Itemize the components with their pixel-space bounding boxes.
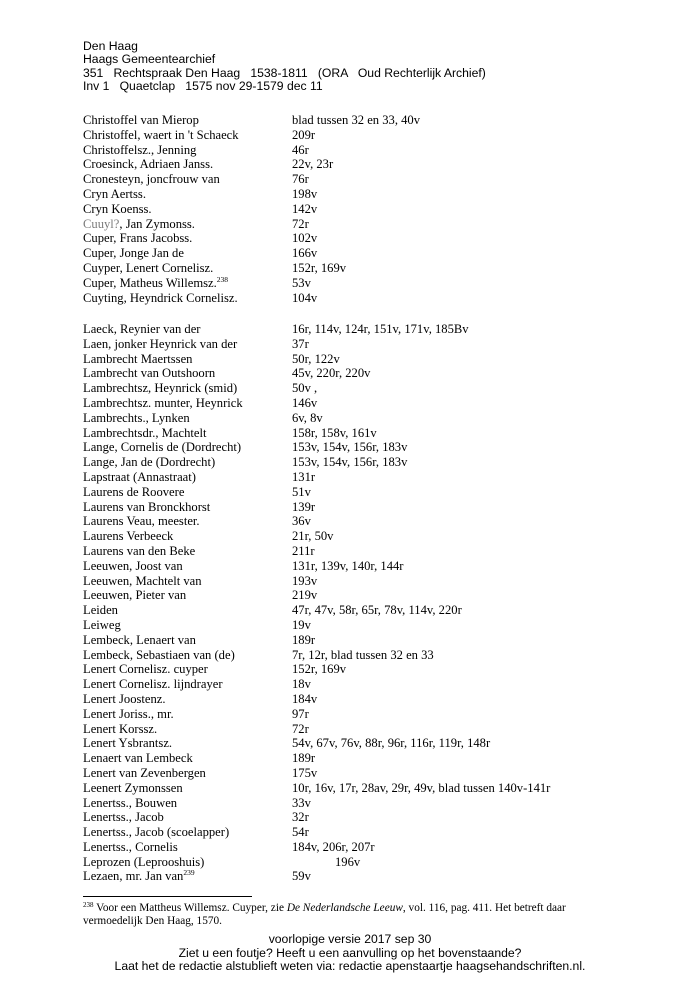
entry-folio-refs: 196v bbox=[335, 854, 361, 869]
entry-name bbox=[83, 470, 196, 485]
entry-name-text: Laurens de Roovere bbox=[83, 484, 185, 499]
entry-name bbox=[83, 187, 146, 202]
entry-name-text: Lenert Joostenz. bbox=[83, 691, 166, 706]
entry-name-text: Lambrecht Maertssen bbox=[83, 351, 193, 366]
entry-folio-refs: 189r bbox=[292, 632, 316, 647]
index-entry bbox=[83, 246, 603, 261]
entry-name bbox=[83, 381, 237, 396]
index-entry bbox=[83, 707, 603, 722]
entry-folio-refs: 139r bbox=[292, 499, 316, 514]
entry-name bbox=[83, 707, 174, 722]
entry-name-text: Lenert Cornelisz. lijndrayer bbox=[83, 677, 223, 692]
entry-name bbox=[83, 588, 186, 603]
index-entry bbox=[83, 113, 603, 128]
entry-folio-refs: 131r, 139v, 140r, 144r bbox=[292, 558, 404, 573]
entry-name bbox=[83, 217, 195, 232]
uncertain-reading: Cuuyl? bbox=[83, 216, 120, 231]
index-entry bbox=[83, 470, 603, 485]
entry-name-text: Lembeck, Lenaert van bbox=[83, 632, 196, 647]
entry-folio-refs: 153v, 154v, 156r, 183v bbox=[292, 455, 408, 470]
entry-folio-refs: 54r bbox=[292, 825, 309, 840]
index-entry bbox=[83, 648, 603, 663]
entry-name bbox=[83, 825, 229, 840]
entry-folio-refs: 19v bbox=[292, 617, 311, 632]
footnote-divider bbox=[83, 896, 252, 897]
index-entry bbox=[83, 544, 603, 559]
entry-folio-refs: 54v, 67v, 76v, 88r, 96r, 116r, 119r, 148r bbox=[292, 736, 491, 751]
index-entry bbox=[83, 574, 603, 589]
entry-name bbox=[83, 529, 173, 544]
entry-name bbox=[83, 796, 177, 811]
entry-folio-refs: 198v bbox=[292, 186, 318, 201]
index-entry bbox=[83, 514, 603, 529]
entry-name-text: Laurens van Bronckhorst bbox=[83, 499, 211, 514]
entry-folio-refs: 152r, 169v bbox=[292, 662, 347, 677]
entry-name-text: Cryn Koenss. bbox=[83, 201, 152, 216]
page-footer bbox=[0, 933, 700, 974]
index-entry bbox=[83, 751, 603, 766]
index-entry bbox=[83, 366, 603, 381]
index-entry bbox=[83, 588, 603, 603]
entry-name-text: Lambrecht van Outshoorn bbox=[83, 366, 216, 381]
header-archive: Haags Gemeentearchief bbox=[83, 52, 216, 67]
index-entry bbox=[83, 231, 603, 246]
entry-name bbox=[83, 202, 152, 217]
entry-folio-refs: 209r bbox=[292, 127, 316, 142]
footnote-text-after: , vol. 116, pag. 411. Het betreft daar vermoedelijk Den Haag, 1570. bbox=[83, 902, 566, 928]
index-entry bbox=[83, 692, 603, 707]
entry-folio-refs: 16r, 114v, 124r, 151v, 171v, 185Bv bbox=[292, 322, 469, 336]
entry-name bbox=[83, 322, 200, 337]
entry-name-text: Lenert Joriss., mr. bbox=[83, 706, 174, 721]
entry-name bbox=[83, 766, 206, 781]
entry-name bbox=[83, 352, 192, 367]
entry-folio-refs: 184v bbox=[292, 691, 318, 706]
entry-folio-refs: 46r bbox=[292, 142, 309, 157]
entry-folio-refs: 152r, 169v bbox=[292, 260, 347, 275]
entry-name-text: Christoffel van Mierop bbox=[83, 113, 199, 127]
index-entry bbox=[83, 485, 603, 500]
entry-name bbox=[83, 231, 192, 246]
entry-folio-refs: 189r bbox=[292, 751, 316, 766]
index-entry bbox=[83, 261, 603, 276]
entry-name-text: Cuper, Matheus Willemsz. bbox=[83, 275, 217, 290]
footer-version: voorlopige versie 2017 sep 30 bbox=[268, 932, 432, 946]
entry-name bbox=[83, 426, 206, 441]
index-entry bbox=[83, 633, 603, 648]
index-entry bbox=[83, 825, 603, 840]
entry-name bbox=[83, 337, 237, 352]
footer-question: Ziet u een foutje? Heeft u een aanvulling op het bovenstaande? bbox=[178, 945, 522, 960]
header-inventory: Inv 1 Quaetclap 1575 nov 29-1579 dec 11 bbox=[83, 79, 323, 94]
document-header bbox=[83, 40, 486, 94]
entry-name-text: Lenert Ysbrantsz. bbox=[83, 736, 173, 751]
index-entry bbox=[83, 202, 603, 217]
index-entry bbox=[83, 781, 603, 796]
entry-folio-refs: 53v bbox=[292, 275, 311, 290]
entry-name bbox=[83, 113, 199, 128]
entry-name-text: Leiden bbox=[83, 603, 118, 618]
index-entry bbox=[83, 337, 603, 352]
index-entry bbox=[83, 291, 603, 306]
index-entry bbox=[83, 143, 603, 158]
entry-name bbox=[83, 781, 183, 796]
index-section-l bbox=[83, 322, 603, 884]
entry-name bbox=[83, 276, 228, 291]
footnote-reference: 239 bbox=[183, 868, 195, 878]
index-entry bbox=[83, 869, 603, 884]
index-entry bbox=[83, 810, 603, 825]
entry-folio-refs: 47r, 47v, 58r, 65r, 78v, 114v, 220r bbox=[292, 603, 462, 618]
entry-name-text: Lenertss., Bouwen bbox=[83, 795, 178, 810]
entry-name bbox=[83, 618, 121, 633]
entry-name-text: Laurens van den Beke bbox=[83, 543, 196, 558]
index-entry bbox=[83, 322, 603, 337]
index-entry bbox=[83, 455, 603, 470]
entry-name bbox=[83, 440, 241, 455]
entry-folio-refs: 146v bbox=[292, 395, 318, 410]
entry-name bbox=[83, 396, 243, 411]
entry-name-text: Lenertss., Cornelis bbox=[83, 839, 178, 854]
footnote-title: De Nederlandsche Leeuw bbox=[286, 902, 403, 914]
entry-name-text: Lapstraat (Annastraat) bbox=[83, 469, 196, 484]
index-entry bbox=[83, 559, 603, 574]
index-entry bbox=[83, 276, 603, 291]
entry-name bbox=[83, 692, 166, 707]
entry-folio-refs: 175v bbox=[292, 765, 318, 780]
entry-name bbox=[83, 559, 183, 574]
index-entry bbox=[83, 187, 603, 202]
entry-name-text: Leeuwen, Machtelt van bbox=[83, 573, 202, 588]
index-entry bbox=[83, 766, 603, 781]
entry-name bbox=[83, 722, 157, 737]
entry-name bbox=[83, 810, 164, 825]
entry-folio-refs: 166v bbox=[292, 246, 318, 261]
index-entry bbox=[83, 840, 603, 855]
entry-name bbox=[83, 291, 238, 306]
entry-name bbox=[83, 500, 210, 515]
entry-folio-refs: 51v bbox=[292, 484, 311, 499]
entry-name bbox=[83, 485, 184, 500]
entry-folio-refs: 22v, 23r bbox=[292, 157, 334, 172]
entry-name bbox=[83, 514, 200, 529]
index-entry bbox=[83, 855, 603, 870]
entry-name-text: Leenert Zymonssen bbox=[83, 780, 183, 795]
entry-folio-refs: blad tussen 32 en 33, 40v bbox=[292, 113, 421, 127]
index-entry bbox=[83, 172, 603, 187]
index-entry bbox=[83, 352, 603, 367]
entry-name-text: Lenert Korssz. bbox=[83, 721, 158, 736]
entry-folio-refs: 7r, 12r, blad tussen 32 en 33 bbox=[292, 647, 434, 662]
entry-name-text: Lambrechtsz. munter, Heynrick bbox=[83, 395, 243, 410]
entry-name-text: Laen, jonker Heynrick van der bbox=[83, 336, 238, 351]
entry-name bbox=[83, 662, 208, 677]
entry-name bbox=[83, 366, 215, 381]
entry-name-text: Lenert Cornelisz. cuyper bbox=[83, 662, 208, 677]
entry-folio-refs: 50v , bbox=[292, 381, 318, 396]
entry-folio-refs: 193v bbox=[292, 573, 318, 588]
entry-folio-refs: 18v bbox=[292, 677, 311, 692]
entry-name bbox=[83, 751, 193, 766]
entry-name-text: Leeuwen, Pieter van bbox=[83, 588, 187, 603]
entry-name-text: Christoffelsz., Jenning bbox=[83, 142, 197, 157]
index-entry bbox=[83, 157, 603, 172]
index-entry bbox=[83, 796, 603, 811]
entry-name bbox=[83, 840, 178, 855]
entry-name-text: Laeck, Reynier van der bbox=[83, 322, 201, 336]
entry-folio-refs: 158r, 158v, 161v bbox=[292, 425, 377, 440]
entry-folio-refs: 219v bbox=[292, 588, 318, 603]
entry-name bbox=[83, 544, 195, 559]
footnote-number: 238 bbox=[83, 901, 94, 909]
entry-name-text: Laurens Veau, meester. bbox=[83, 514, 200, 529]
entry-folio-refs: 59v bbox=[292, 869, 311, 884]
entry-folio-refs: 142v bbox=[292, 201, 318, 216]
entry-folio-refs: 21r, 50v bbox=[292, 529, 334, 544]
entry-name-text: Lembeck, Sebastiaen van (de) bbox=[83, 647, 235, 662]
index-entry bbox=[83, 736, 603, 751]
index-entry bbox=[83, 426, 603, 441]
index-entry bbox=[83, 217, 603, 232]
index-entry bbox=[83, 722, 603, 737]
entry-folio-refs: 211r bbox=[292, 543, 315, 558]
footnote-238 bbox=[83, 902, 623, 929]
index-entry bbox=[83, 618, 603, 633]
index-entry bbox=[83, 529, 603, 544]
entry-folio-refs: 97r bbox=[292, 706, 309, 721]
entry-folio-refs: 102v bbox=[292, 231, 318, 246]
footnote-text-before: Voor een Mattheus Willemsz. Cuyper, zie bbox=[93, 902, 287, 914]
entry-name bbox=[83, 869, 195, 884]
entry-name bbox=[83, 143, 196, 158]
index-entry bbox=[83, 662, 603, 677]
entry-name bbox=[83, 128, 239, 143]
entry-name bbox=[83, 633, 196, 648]
index-entry bbox=[83, 440, 603, 455]
entry-name bbox=[83, 455, 215, 470]
entry-name-text: Cryn Aertss. bbox=[83, 186, 146, 201]
entry-name bbox=[83, 261, 213, 276]
footnote-reference: 238 bbox=[216, 274, 229, 284]
entry-name-text: , Jan Zymonss. bbox=[119, 216, 195, 231]
entry-folio-refs: 10r, 16v, 17r, 28av, 29r, 49v, blad tussen 140v-141r bbox=[292, 780, 551, 795]
index-entry bbox=[83, 603, 603, 618]
entry-name-text: Christoffel, waert in 't Schaeck bbox=[83, 127, 239, 142]
entry-name-text: Leprozen (Leprooshuis) bbox=[83, 854, 205, 869]
entry-name-text: Lenertss., Jacob bbox=[83, 810, 164, 825]
index-entry bbox=[83, 396, 603, 411]
entry-folio-refs: 32r bbox=[292, 810, 309, 825]
entry-name-text: Lambrechts., Lynken bbox=[83, 410, 190, 425]
index-entry bbox=[83, 381, 603, 396]
entry-folio-refs: 33v bbox=[292, 795, 311, 810]
entry-folio-refs: 131r bbox=[292, 469, 316, 484]
index-entry bbox=[83, 677, 603, 692]
entry-name-text: Lenert van Zevenbergen bbox=[83, 765, 206, 780]
entry-name-text: Lange, Jan de (Dordrecht) bbox=[83, 455, 216, 470]
index-entry bbox=[83, 128, 603, 143]
entry-folio-refs: 72r bbox=[292, 216, 309, 231]
entry-name-text: Cuyper, Lenert Cornelisz. bbox=[83, 260, 214, 275]
entry-name-text: Lambrechtsz, Heynrick (smid) bbox=[83, 381, 238, 396]
entry-name-text: Lambrechtsdr., Machtelt bbox=[83, 425, 207, 440]
entry-name-text: Lezaen, mr. Jan van bbox=[83, 869, 184, 884]
entry-name bbox=[83, 411, 190, 426]
entry-folio-refs: 184v, 206r, 207r bbox=[292, 839, 375, 854]
entry-name bbox=[83, 157, 213, 172]
entry-folio-refs: 6v, 8v bbox=[292, 410, 323, 425]
entry-name-text: Cuper, Frans Jacobss. bbox=[83, 231, 193, 246]
header-city: Den Haag bbox=[83, 39, 138, 53]
index-section-c bbox=[83, 113, 603, 305]
entry-name-text: Cuyting, Heyndrick Cornelisz. bbox=[83, 290, 238, 305]
entry-name bbox=[83, 855, 204, 870]
entry-name bbox=[83, 172, 220, 187]
entry-name-text: Leiweg bbox=[83, 617, 121, 632]
entry-name-text: Cronesteyn, joncfrouw van bbox=[83, 172, 220, 187]
index-entry bbox=[83, 411, 603, 426]
entry-name-text: Laurens Verbeeck bbox=[83, 529, 174, 544]
entry-folio-refs: 37r bbox=[292, 336, 309, 351]
entry-name-text: Croesinck, Adriaen Janss. bbox=[83, 157, 214, 172]
entry-folio-refs: 50r, 122v bbox=[292, 351, 340, 366]
entry-folio-refs: 36v bbox=[292, 514, 311, 529]
entry-name-text: Cuper, Jonge Jan de bbox=[83, 246, 184, 261]
entry-name bbox=[83, 648, 235, 663]
entry-name bbox=[83, 603, 118, 618]
entry-name-text: Lange, Cornelis de (Dordrecht) bbox=[83, 440, 242, 455]
entry-folio-refs: 45v, 220r, 220v bbox=[292, 366, 371, 381]
entry-name-text: Leeuwen, Joost van bbox=[83, 558, 183, 573]
header-collection: 351 Rechtspraak Den Haag 1538-1811 (ORA Oud Rechterlijk Archief) bbox=[83, 65, 486, 80]
entry-folio-refs: 104v bbox=[292, 290, 318, 305]
entry-folio-refs: 153v, 154v, 156r, 183v bbox=[292, 440, 408, 455]
entry-name bbox=[83, 736, 172, 751]
entry-name bbox=[83, 246, 184, 261]
entry-name bbox=[83, 574, 202, 589]
footer-contact: Laat het de redactie alstublieft weten via: redactie apenstaartje haagsehandschriften.nl. bbox=[114, 959, 586, 974]
index-entry bbox=[83, 500, 603, 515]
entry-folio-refs: 72r bbox=[292, 721, 309, 736]
entry-folio-refs: 76r bbox=[292, 172, 309, 187]
entry-name-text: Lenaert van Lembeck bbox=[83, 751, 193, 766]
entry-name bbox=[83, 677, 223, 692]
entry-name-text: Lenertss., Jacob (scoelapper) bbox=[83, 825, 230, 840]
